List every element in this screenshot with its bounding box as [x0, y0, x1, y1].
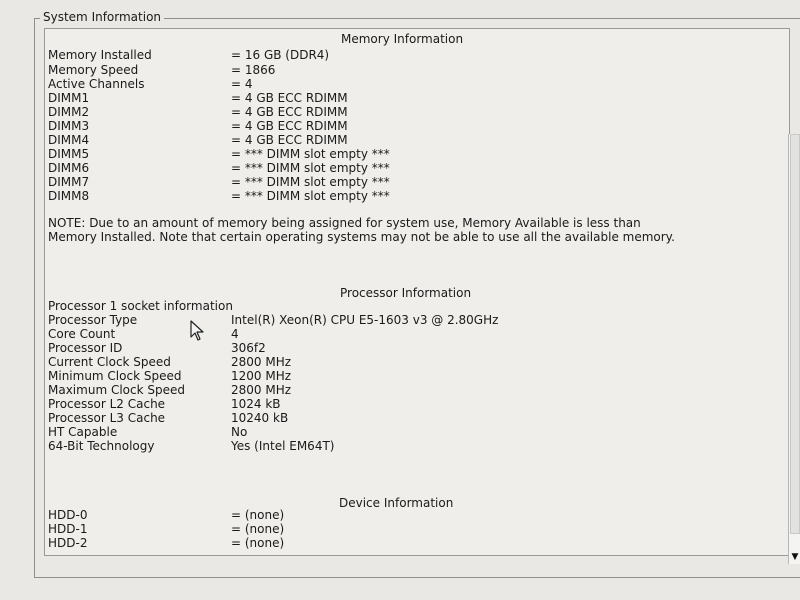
row-value: 4: [231, 327, 239, 341]
row-value: = (none): [231, 522, 285, 536]
row-value: Intel(R) Xeon(R) CPU E5-1603 v3 @ 2.80GHz: [231, 313, 499, 327]
row-value: = 4 GB ECC RDIMM: [231, 119, 348, 133]
window-title: System Information: [40, 10, 164, 24]
row-label: Maximum Clock Speed: [48, 383, 185, 397]
row-label: 64-Bit Technology: [48, 439, 155, 453]
row-label: Processor L2 Cache: [48, 397, 166, 411]
row-value: 1024 kB: [231, 397, 281, 411]
row-label: Minimum Clock Speed: [48, 369, 182, 383]
vertical-scrollbar[interactable]: [788, 134, 800, 564]
row-value: 2800 MHz: [231, 383, 292, 397]
row-label: Active Channels: [48, 77, 145, 91]
row-value: = 4 GB ECC RDIMM: [231, 133, 348, 147]
row-label: Core Count: [48, 327, 116, 341]
row-value: 2800 MHz: [231, 355, 292, 369]
row-value: 10240 kB: [231, 411, 289, 425]
row-label: Processor ID: [48, 341, 123, 355]
row-label: DIMM5: [48, 147, 90, 161]
row-value: = *** DIMM slot empty ***: [231, 147, 390, 161]
row-value: = *** DIMM slot empty ***: [231, 175, 390, 189]
info-panel: [44, 28, 790, 556]
row-label: Processor L3 Cache: [48, 411, 166, 425]
row-value: Yes (Intel EM64T): [231, 439, 335, 453]
row-label: Memory Speed: [48, 63, 139, 77]
row-value: = *** DIMM slot empty ***: [231, 161, 390, 175]
row-label: Current Clock Speed: [48, 355, 171, 369]
row-label: DIMM8: [48, 189, 90, 203]
row-label: Processor 1 socket information: [48, 299, 233, 313]
row-label: HDD-2: [48, 536, 88, 550]
scrollbar-thumb[interactable]: [790, 134, 800, 534]
device-section-title: Device Information: [339, 496, 454, 510]
row-value: = 4 GB ECC RDIMM: [231, 91, 348, 105]
row-label: DIMM6: [48, 161, 90, 175]
memory-section-title: Memory Information: [341, 32, 464, 46]
row-label: DIMM3: [48, 119, 90, 133]
row-value: = 1866: [231, 63, 276, 77]
mouse-pointer-icon: [190, 320, 206, 342]
row-value: 1200 MHz: [231, 369, 292, 383]
row-value: = 4: [231, 77, 253, 91]
row-value: = (none): [231, 508, 285, 522]
row-label: Processor Type: [48, 313, 138, 327]
memory-note: NOTE: Due to an amount of memory being assigned for system use, Memory Available is less than Memory Installed. Note that certain operating systems may not be able to use all the available memory.: [48, 216, 675, 244]
row-label: DIMM7: [48, 175, 90, 189]
row-value: No: [231, 425, 248, 439]
row-label: HDD-0: [48, 508, 88, 522]
row-value: = *** DIMM slot empty ***: [231, 189, 390, 203]
row-label: DIMM4: [48, 133, 90, 147]
row-value: = (none): [231, 536, 285, 550]
row-value: = 16 GB (DDR4): [231, 48, 330, 62]
scroll-down-arrow-icon[interactable]: ▼: [791, 552, 799, 562]
row-value: = 4 GB ECC RDIMM: [231, 105, 348, 119]
row-label: HT Capable: [48, 425, 118, 439]
row-label: Memory Installed: [48, 48, 152, 62]
row-label: DIMM2: [48, 105, 90, 119]
row-label: HDD-1: [48, 522, 88, 536]
row-label: DIMM1: [48, 91, 90, 105]
processor-section-title: Processor Information: [340, 286, 472, 300]
row-value: 306f2: [231, 341, 266, 355]
